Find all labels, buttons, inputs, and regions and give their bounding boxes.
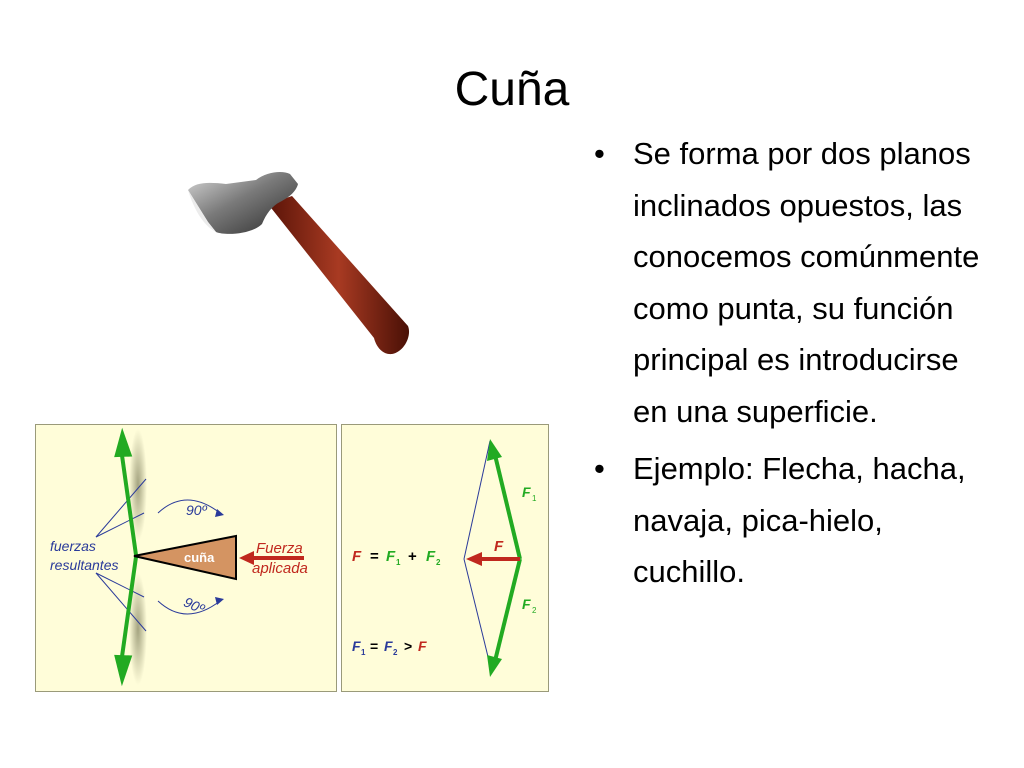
vector-f-arrow bbox=[466, 552, 520, 566]
f2-subscript: 2 bbox=[532, 606, 537, 615]
axe-image bbox=[186, 166, 411, 356]
vector-f2-arrow bbox=[487, 559, 520, 677]
svg-text:F: F bbox=[384, 638, 393, 654]
bullet-item bbox=[590, 443, 990, 598]
svg-text:+: + bbox=[408, 548, 417, 565]
svg-text:F: F bbox=[386, 548, 396, 565]
vector-f1-arrow bbox=[487, 439, 520, 559]
bullet-list bbox=[590, 128, 990, 604]
bullet-icon: • bbox=[594, 136, 605, 171]
resultant-label-1: fuerzas bbox=[50, 538, 96, 554]
bullet-text: Se forma por dos planos inclinados opuestos, las conocemos comúnmente como punta, su función principal es introducirse en una superficie. bbox=[633, 136, 980, 429]
svg-text:F: F bbox=[426, 548, 436, 565]
svg-text:F: F bbox=[352, 548, 362, 565]
bullet-icon: • bbox=[594, 451, 605, 486]
svg-text:>: > bbox=[404, 638, 413, 654]
resultant-label-2: resultantes bbox=[50, 557, 119, 573]
slide-title: Cuña bbox=[454, 63, 570, 116]
f1-label: F bbox=[522, 484, 531, 500]
axe-handle bbox=[268, 196, 409, 354]
angle-bottom-label: 90º bbox=[181, 593, 207, 617]
f1-subscript: 1 bbox=[532, 494, 537, 503]
svg-text:F: F bbox=[418, 638, 427, 654]
equation-sum bbox=[352, 548, 441, 567]
bullet-text: Ejemplo: Flecha, hacha, navaja, pica-hielo, cuchillo. bbox=[633, 451, 966, 589]
svg-text:2: 2 bbox=[436, 558, 441, 567]
svg-text:=: = bbox=[370, 638, 379, 654]
svg-text:1: 1 bbox=[396, 558, 401, 567]
svg-text:=: = bbox=[370, 548, 379, 565]
applied-label-2: aplicada bbox=[252, 560, 308, 577]
vector-sum-diagram bbox=[341, 424, 549, 692]
wedge-label: cuña bbox=[184, 550, 215, 565]
angle-top-label: 90º bbox=[186, 502, 207, 518]
bullet-item bbox=[590, 128, 990, 437]
equation-compare bbox=[352, 638, 427, 657]
f2-label: F bbox=[522, 596, 531, 612]
wedge-force-diagram bbox=[35, 424, 337, 692]
applied-label-1: Fuerza bbox=[256, 540, 303, 557]
svg-text:2: 2 bbox=[393, 648, 398, 657]
svg-text:1: 1 bbox=[361, 648, 366, 657]
f-label: F bbox=[494, 538, 504, 555]
svg-text:F: F bbox=[352, 638, 361, 654]
